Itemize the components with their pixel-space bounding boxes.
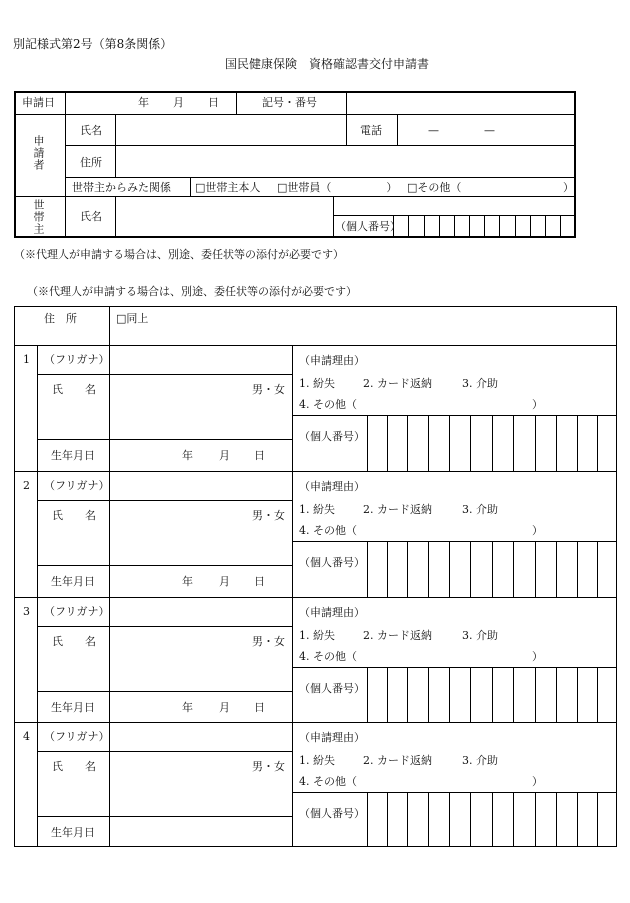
phone-separator: — bbox=[428, 124, 439, 137]
member-personal-number-label: （個人番号） bbox=[299, 556, 365, 569]
relation-member-checkbox[interactable]: □世帯員（ ） bbox=[277, 181, 398, 194]
reason-card-return[interactable]: 2. カード返納 bbox=[363, 754, 432, 767]
reason-other[interactable]: 4. その他（ bbox=[299, 524, 357, 537]
relation-self-checkbox[interactable]: □世帯主本人 bbox=[195, 181, 261, 194]
entry-number: 4 bbox=[23, 730, 30, 743]
birth-date-label: 生年月日 bbox=[51, 826, 95, 839]
furigana-label: （フリガナ） bbox=[44, 479, 110, 492]
reason-label: （申請理由） bbox=[299, 354, 365, 367]
form-number: 別記様式第2号（第8条関係） bbox=[13, 37, 173, 51]
date-month-label: 月 bbox=[173, 96, 184, 109]
proxy-note: （※代理人が申請する場合は、別途、委任状等の添付が必要です） bbox=[14, 248, 344, 261]
birth-date-label: 生年月日 bbox=[51, 575, 95, 588]
symbol-number-label: 記号・番号 bbox=[262, 96, 317, 109]
reason-lost[interactable]: 1. 紛失 bbox=[299, 754, 335, 767]
relation-close-paren: ） bbox=[563, 181, 574, 194]
member-personal-number-label: （個人番号） bbox=[299, 430, 365, 443]
application-date-label: 申請日 bbox=[22, 96, 55, 109]
birth-day-label: 日 bbox=[254, 701, 265, 714]
reason-lost[interactable]: 1. 紛失 bbox=[299, 503, 335, 516]
householder-name-label: 氏名 bbox=[80, 210, 102, 223]
member-name-label: 氏 名 bbox=[52, 760, 96, 773]
reason-assistance[interactable]: 3. 介助 bbox=[462, 754, 498, 767]
reason-label: （申請理由） bbox=[299, 480, 365, 493]
date-year-label: 年 bbox=[138, 96, 149, 109]
reason-card-return[interactable]: 2. カード返納 bbox=[363, 503, 432, 516]
gender-selector[interactable]: 男・女 bbox=[252, 760, 285, 773]
address-label: 住所 bbox=[80, 156, 102, 169]
member-personal-number-label: （個人番号） bbox=[299, 682, 365, 695]
applicant-label: 申請者 bbox=[32, 135, 45, 171]
birth-month-label: 月 bbox=[219, 701, 230, 714]
householder-personal-number-label: （個人番号） bbox=[335, 220, 401, 233]
birth-day-label: 日 bbox=[254, 575, 265, 588]
member-address-label: 住 所 bbox=[44, 312, 77, 325]
furigana-label: （フリガナ） bbox=[44, 730, 110, 743]
reason-label: （申請理由） bbox=[299, 731, 365, 744]
householder-label: 世帯主 bbox=[32, 199, 45, 235]
entry-number: 3 bbox=[23, 605, 30, 618]
birth-date-label: 生年月日 bbox=[51, 701, 95, 714]
birth-year-label: 年 bbox=[182, 575, 193, 588]
member-name-label: 氏 名 bbox=[52, 383, 96, 396]
same-address-checkbox[interactable]: □同上 bbox=[116, 312, 149, 325]
relation-other-checkbox[interactable]: □その他（ bbox=[407, 181, 462, 194]
member-name-label: 氏 名 bbox=[52, 509, 96, 522]
date-day-label: 日 bbox=[208, 96, 219, 109]
proxy-note-2: （※代理人が申請する場合は、別途、委任状等の添付が必要です） bbox=[27, 285, 357, 298]
entry-number: 1 bbox=[23, 353, 30, 366]
furigana-label: （フリガナ） bbox=[44, 605, 110, 618]
reason-other-close: ） bbox=[532, 524, 543, 537]
furigana-label: （フリガナ） bbox=[44, 353, 110, 366]
reason-assistance[interactable]: 3. 介助 bbox=[462, 629, 498, 642]
gender-selector[interactable]: 男・女 bbox=[252, 635, 285, 648]
birth-month-label: 月 bbox=[219, 575, 230, 588]
member-personal-number-label: （個人番号） bbox=[299, 807, 365, 820]
reason-other[interactable]: 4. その他（ bbox=[299, 650, 357, 663]
relation-label: 世帯主からみた関係 bbox=[72, 181, 171, 194]
reason-other-close: ） bbox=[532, 398, 543, 411]
reason-card-return[interactable]: 2. カード返納 bbox=[363, 629, 432, 642]
reason-lost[interactable]: 1. 紛失 bbox=[299, 377, 335, 390]
reason-other[interactable]: 4. その他（ bbox=[299, 398, 357, 411]
reason-other-close: ） bbox=[532, 650, 543, 663]
reason-other-close: ） bbox=[532, 775, 543, 788]
entry-number: 2 bbox=[23, 479, 30, 492]
birth-date-label: 生年月日 bbox=[51, 449, 95, 462]
member-name-label: 氏 名 bbox=[52, 635, 96, 648]
reason-card-return[interactable]: 2. カード返納 bbox=[363, 377, 432, 390]
birth-year-label: 年 bbox=[182, 701, 193, 714]
phone-separator: — bbox=[484, 124, 495, 137]
reason-other[interactable]: 4. その他（ bbox=[299, 775, 357, 788]
gender-selector[interactable]: 男・女 bbox=[252, 509, 285, 522]
reason-assistance[interactable]: 3. 介助 bbox=[462, 503, 498, 516]
gender-selector[interactable]: 男・女 bbox=[252, 383, 285, 396]
birth-month-label: 月 bbox=[219, 449, 230, 462]
reason-label: （申請理由） bbox=[299, 606, 365, 619]
birth-day-label: 日 bbox=[254, 449, 265, 462]
reason-assistance[interactable]: 3. 介助 bbox=[462, 377, 498, 390]
birth-year-label: 年 bbox=[182, 449, 193, 462]
name-label: 氏名 bbox=[80, 124, 102, 137]
phone-label: 電話 bbox=[360, 124, 382, 137]
form-title: 国民健康保険 資格確認書交付申請書 bbox=[225, 57, 430, 71]
reason-lost[interactable]: 1. 紛失 bbox=[299, 629, 335, 642]
